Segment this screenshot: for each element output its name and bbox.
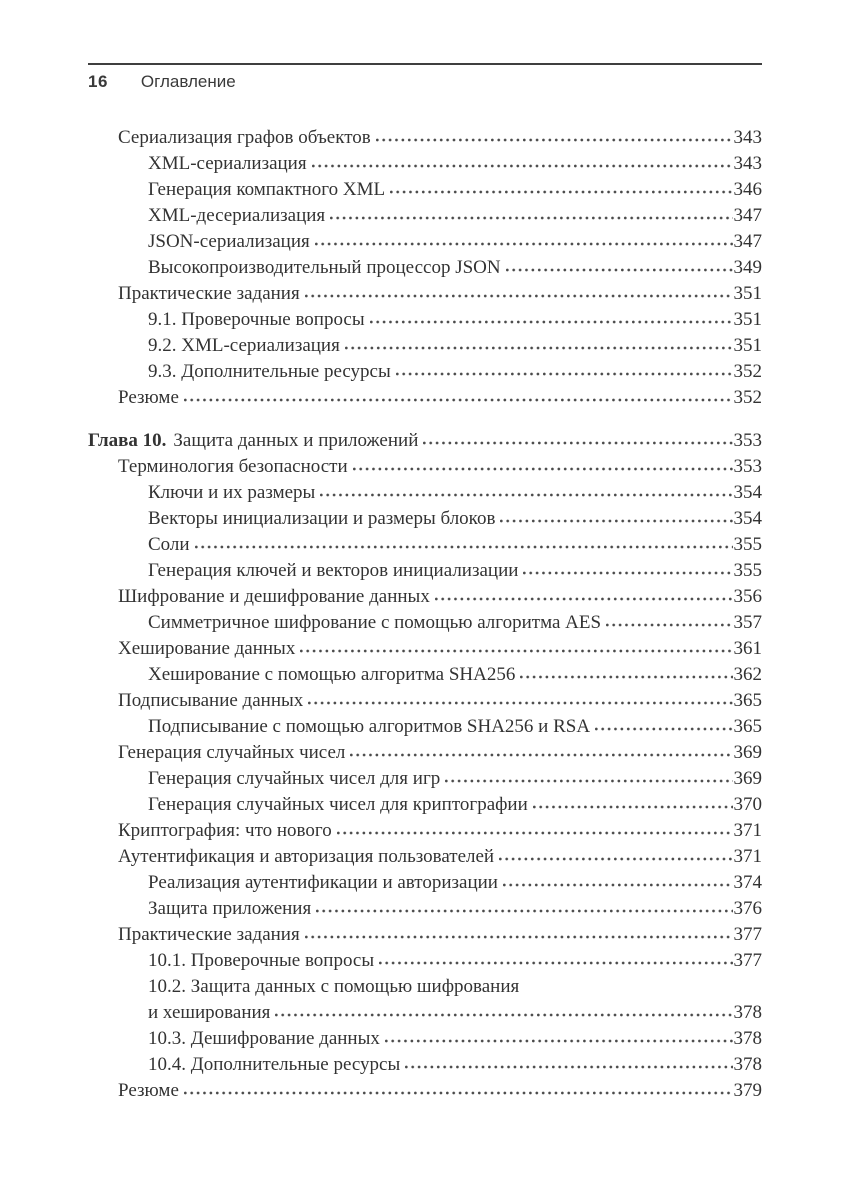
toc-entry xyxy=(88,1026,762,1052)
dot-leader xyxy=(195,545,733,549)
toc-entry-page: 365 xyxy=(733,690,762,711)
toc-entry-page: 355 xyxy=(733,560,762,581)
toc-entry xyxy=(88,922,762,948)
toc-entry xyxy=(88,1000,762,1026)
dot-leader xyxy=(533,805,733,809)
toc-entry-title: Аутентификация и авторизация пользователей xyxy=(118,846,495,867)
toc-entry xyxy=(88,385,762,411)
toc-entry xyxy=(88,333,762,359)
toc-entry-page: 361 xyxy=(733,638,762,659)
toc-entry-title: Симметричное шифрование с помощью алгоритма AES xyxy=(148,612,602,633)
toc-entry-title: Практические задания xyxy=(118,283,300,304)
dot-leader xyxy=(320,493,732,497)
dot-leader xyxy=(350,753,732,757)
toc-entry-page: 378 xyxy=(733,1054,762,1075)
dot-leader xyxy=(376,138,733,142)
toc-entry-title: 10.3. Дешифрование данных xyxy=(148,1028,380,1049)
toc-entry-page: 343 xyxy=(733,127,762,148)
dot-leader xyxy=(184,1091,733,1095)
toc-entry-page: 352 xyxy=(733,387,762,408)
toc-entry xyxy=(88,125,762,151)
toc-entry-page: 353 xyxy=(733,430,762,451)
toc-entry xyxy=(88,229,762,255)
toc-entry-page: 351 xyxy=(733,283,762,304)
toc-entry xyxy=(88,1078,762,1104)
toc-entry xyxy=(88,428,762,454)
toc-entry-title: Генерация компактного XML xyxy=(148,179,386,200)
toc-entry-title: 10.4. Дополнительные ресурсы xyxy=(148,1054,401,1075)
running-head xyxy=(88,72,762,92)
toc-entry-title: Генерация случайных чисел xyxy=(118,742,346,763)
toc-entry-page: 377 xyxy=(733,924,762,945)
toc-entry-title: JSON-сериализация xyxy=(148,231,310,252)
toc-entry xyxy=(88,454,762,480)
dot-leader xyxy=(595,727,732,731)
toc-entry-title: Соли xyxy=(148,534,190,555)
toc-entry xyxy=(88,506,762,532)
dot-leader xyxy=(500,519,732,523)
toc-entry xyxy=(88,896,762,922)
dot-leader xyxy=(275,1013,732,1017)
toc-entry-title: Подписывание данных xyxy=(118,690,304,711)
toc-entry-page: 347 xyxy=(733,231,762,252)
dot-leader xyxy=(370,320,733,324)
dot-leader xyxy=(506,268,733,272)
toc-entry-title: 10.2. Защита данных с помощью шифрования xyxy=(148,976,520,997)
toc-entry-page: 354 xyxy=(733,508,762,529)
toc-entry-title: Реализация аутентификации и авторизации xyxy=(148,872,498,893)
dot-leader xyxy=(435,597,733,601)
dot-leader xyxy=(379,961,732,965)
toc-entry-title: Резюме xyxy=(118,1080,179,1101)
running-title: Оглавление xyxy=(140,72,236,91)
toc-entry xyxy=(88,177,762,203)
toc-entry xyxy=(88,740,762,766)
toc-entry-page: 365 xyxy=(733,716,762,737)
dot-leader xyxy=(300,649,732,653)
toc-entry-title: Сериализация графов объектов xyxy=(118,127,371,148)
toc-entry-title: Терминология безопасности xyxy=(118,456,348,477)
toc-list xyxy=(88,125,762,1104)
dot-leader xyxy=(308,701,732,705)
toc-entry-title: Генерация случайных чисел для игр xyxy=(148,768,441,789)
dot-leader xyxy=(330,216,732,220)
toc-entry-page: 351 xyxy=(733,309,762,330)
toc-entry-title: Векторы инициализации и размеры блоков xyxy=(148,508,496,529)
dot-leader xyxy=(503,883,733,887)
toc-entry-page: 346 xyxy=(733,179,762,200)
toc-entry xyxy=(88,870,762,896)
toc-entry-page: 353 xyxy=(733,456,762,477)
toc-entry xyxy=(88,766,762,792)
toc-entry-title: Хеширование с помощью алгоритма SHA256 xyxy=(148,664,516,685)
toc-entry-page: 351 xyxy=(733,335,762,356)
header-rule xyxy=(88,63,762,65)
dot-leader xyxy=(396,372,733,376)
toc-entry-page: 352 xyxy=(733,361,762,382)
toc-entry-page: 379 xyxy=(733,1080,762,1101)
toc-entry-title: Защита приложения xyxy=(148,898,312,919)
dot-leader xyxy=(390,190,732,194)
toc-entry-page: 378 xyxy=(733,1002,762,1023)
toc-entry-page: 343 xyxy=(733,153,762,174)
toc-entry-page: 362 xyxy=(733,664,762,685)
toc-entry-title: 9.1. Проверочные вопросы xyxy=(148,309,365,330)
toc-entry-title: Хеширование данных xyxy=(118,638,296,659)
toc-entry xyxy=(88,610,762,636)
dot-leader xyxy=(337,831,733,835)
toc-entry-page: 357 xyxy=(733,612,762,633)
toc-entry-title: Криптография: что нового xyxy=(118,820,332,841)
toc-entry-page: 374 xyxy=(733,872,762,893)
toc-entry-title: 9.2. XML-сериализация xyxy=(148,335,340,356)
dot-leader xyxy=(499,857,732,861)
page-header xyxy=(88,63,762,92)
dot-leader xyxy=(520,675,732,679)
toc-entry xyxy=(88,662,762,688)
toc-entry-title: 10.1. Проверочные вопросы xyxy=(148,950,375,971)
toc-entry-page: 347 xyxy=(733,205,762,226)
toc-entry xyxy=(88,948,762,974)
toc-entry-title: Подписывание с помощью алгоритмов SHA256 и RSA xyxy=(148,716,591,737)
toc-entry xyxy=(88,281,762,307)
toc-entry-page: 371 xyxy=(733,820,762,841)
toc-entry-title: Практические задания xyxy=(118,924,300,945)
dot-leader xyxy=(305,294,733,298)
dot-leader xyxy=(316,909,732,913)
dot-leader xyxy=(312,164,733,168)
toc-entry-page: 369 xyxy=(733,742,762,763)
dot-leader xyxy=(445,779,732,783)
toc-entry-page: 349 xyxy=(733,257,762,278)
toc-entry-title: 9.3. Дополнительные ресурсы xyxy=(148,361,391,382)
toc-entry-page: 355 xyxy=(733,534,762,555)
toc-entry-page: 354 xyxy=(733,482,762,503)
toc-entry xyxy=(88,151,762,177)
toc-entry-page: 371 xyxy=(733,846,762,867)
toc-entry xyxy=(88,584,762,610)
toc-entry-title: Резюме xyxy=(118,387,179,408)
dot-leader xyxy=(423,441,732,445)
toc-entry-page: 356 xyxy=(733,586,762,607)
dot-leader xyxy=(305,935,733,939)
toc-entry xyxy=(88,558,762,584)
toc-entry-title: XML-десериализация xyxy=(148,205,326,226)
toc-entry-title: Высокопроизводительный процессор JSON xyxy=(148,257,501,278)
toc-entry xyxy=(88,1052,762,1078)
dot-leader xyxy=(184,398,733,402)
toc-entry-page: 378 xyxy=(733,1028,762,1049)
toc-entry-title: XML-сериализация xyxy=(148,153,307,174)
toc-entry xyxy=(88,255,762,281)
toc-entry-chapter-prefix: Глава 10. xyxy=(88,430,167,451)
toc-entry xyxy=(88,203,762,229)
toc-entry xyxy=(88,636,762,662)
dot-leader xyxy=(385,1039,733,1043)
toc-entry-page: 377 xyxy=(733,950,762,971)
page-number: 16 xyxy=(88,72,108,91)
toc-entry-title: и хеширования xyxy=(148,1002,271,1023)
toc-entry xyxy=(88,480,762,506)
toc-entry-page: 369 xyxy=(733,768,762,789)
toc-entry xyxy=(88,844,762,870)
toc-entry-title: Шифрование и дешифрование данных xyxy=(118,586,430,607)
toc-entry-page: 370 xyxy=(733,794,762,815)
toc-entry-page: 376 xyxy=(733,898,762,919)
dot-leader xyxy=(353,467,733,471)
dot-leader xyxy=(606,623,732,627)
toc-entry xyxy=(88,359,762,385)
dot-leader xyxy=(345,346,733,350)
toc-entry xyxy=(88,714,762,740)
toc-entry xyxy=(88,792,762,818)
toc-entry xyxy=(88,532,762,558)
dot-leader xyxy=(315,242,733,246)
toc-entry-title: Генерация ключей и векторов инициализации xyxy=(148,560,519,581)
toc-entry-title: Ключи и их размеры xyxy=(148,482,316,503)
dot-leader xyxy=(405,1065,732,1069)
toc-entry xyxy=(88,974,762,1000)
toc-entry xyxy=(88,688,762,714)
toc-entry-title: Защита данных и приложений xyxy=(173,430,419,451)
dot-leader xyxy=(523,571,732,575)
toc-entry xyxy=(88,307,762,333)
toc-entry xyxy=(88,818,762,844)
toc-entry-title: Генерация случайных чисел для криптографии xyxy=(148,794,528,815)
